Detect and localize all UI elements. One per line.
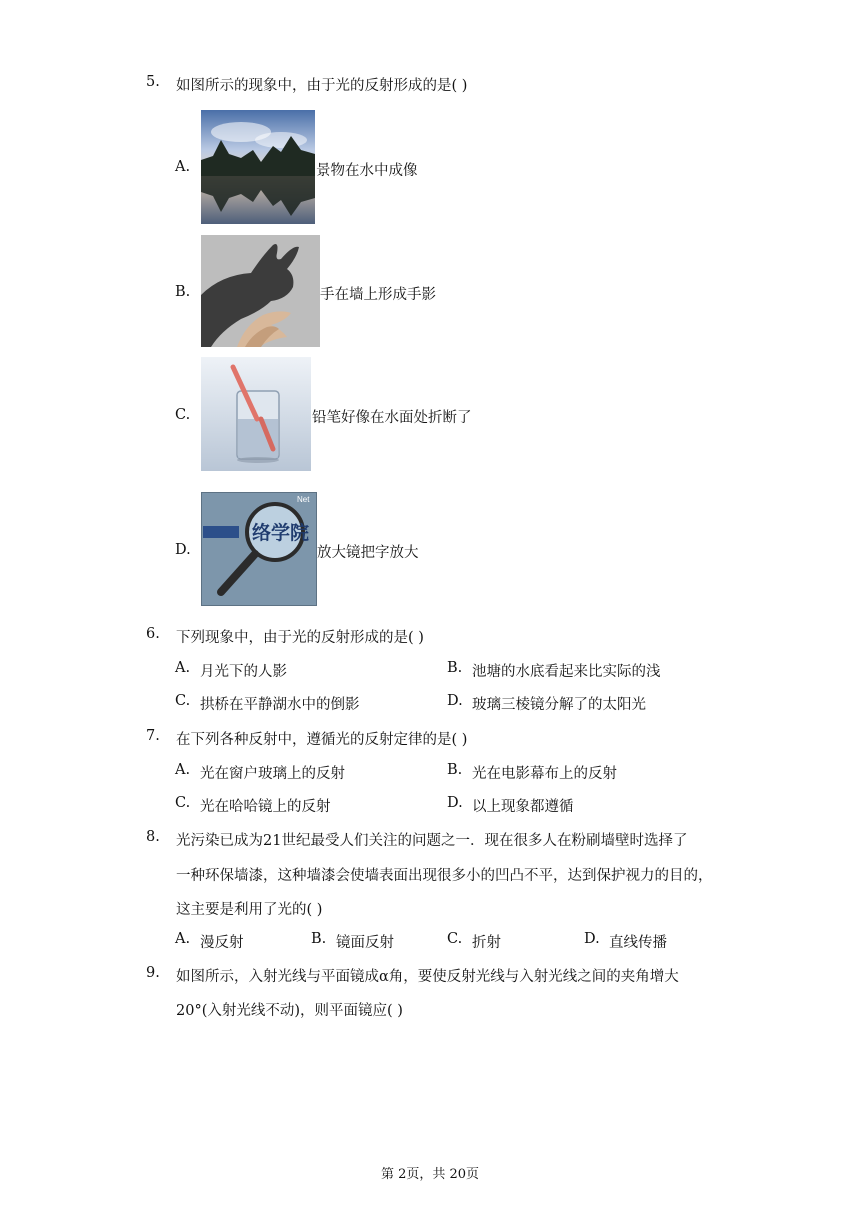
q8-number: 8. xyxy=(146,829,160,845)
q7-option-d-label: D. xyxy=(447,795,463,811)
q8-stem-line-2: 一种环保墙漆，这种墙漆会使墙表面出现很多小的凹凸不平，达到保护视力的目的， xyxy=(176,868,713,884)
q5-stem: 如图所示的现象中，由于光的反射形成的是( ) xyxy=(176,78,468,94)
q5-option-b-text: 手在墙上形成手影 xyxy=(320,287,436,303)
q6-stem: 下列现象中，由于光的反射形成的是( ) xyxy=(176,630,424,646)
q9-number: 9. xyxy=(146,965,160,981)
mountain-reflection-photo xyxy=(201,110,315,224)
q5-number: 5. xyxy=(146,74,160,90)
q6-option-a-label: A. xyxy=(175,660,191,676)
q7-option-a-label: A. xyxy=(175,762,191,778)
q5-option-b-label: B. xyxy=(175,284,191,300)
q5-option-a-label: A. xyxy=(175,159,191,175)
q7-option-b-text: 光在电影幕布上的反射 xyxy=(472,766,617,782)
q7-option-d-text: 以上现象都遵循 xyxy=(472,799,574,815)
q6-number: 6. xyxy=(146,626,160,642)
q7-option-a-text: 光在窗户玻璃上的反射 xyxy=(200,766,345,782)
q6-option-b-label: B. xyxy=(447,660,463,676)
q8-option-a-text: 漫反射 xyxy=(200,935,244,951)
q8-stem-line-1: 光污染已成为21世纪最受人们关注的问题之一．现在很多人在粉刷墙壁时选择了 xyxy=(176,833,688,849)
q7-option-c-text: 光在哈哈镜上的反射 xyxy=(200,799,331,815)
q8-option-a-label: A. xyxy=(175,931,191,947)
q5-option-d-text: 放大镜把字放大 xyxy=(317,545,419,561)
q5-option-a-text: 景物在水中成像 xyxy=(316,163,418,179)
magnifier-logo-text: Net xyxy=(297,495,310,504)
q7-option-b-label: B. xyxy=(447,762,463,778)
q9-stem-line-2: 20°(入射光线不动)，则平面镜应( ) xyxy=(176,1003,403,1019)
magnifier-over-text-photo xyxy=(201,492,317,606)
q6-option-b-text: 池塘的水底看起来比实际的浅 xyxy=(472,664,661,680)
q8-option-c-text: 折射 xyxy=(472,935,501,951)
hand-shadow-rabbit-photo xyxy=(201,235,320,347)
q8-option-b-text: 镜面反射 xyxy=(336,935,394,951)
page-footer: 第 2页，共 20页 xyxy=(380,1167,480,1182)
q5-option-d-label: D. xyxy=(175,542,191,558)
pencil-in-water-glass-photo xyxy=(201,357,311,471)
magnifier-text: 络学院 xyxy=(252,523,310,544)
q6-option-c-label: C. xyxy=(175,693,191,709)
q8-option-b-label: B. xyxy=(311,931,327,947)
q5-option-c-text: 铅笔好像在水面处折断了 xyxy=(312,410,472,426)
q6-option-a-text: 月光下的人影 xyxy=(200,664,287,680)
q5-option-c-label: C. xyxy=(175,407,191,423)
q8-option-d-text: 直线传播 xyxy=(609,935,667,951)
q6-option-d-text: 玻璃三棱镜分解了的太阳光 xyxy=(472,697,646,713)
q7-stem: 在下列各种反射中，遵循光的反射定律的是( ) xyxy=(176,732,468,748)
q8-stem-line-3: 这主要是利用了光的( ) xyxy=(176,902,323,918)
q7-number: 7. xyxy=(146,728,160,744)
q6-option-c-text: 拱桥在平静湖水中的倒影 xyxy=(200,697,360,713)
q7-option-c-label: C. xyxy=(175,795,191,811)
q8-option-c-label: C. xyxy=(447,931,463,947)
q9-stem-line-1: 如图所示，入射光线与平面镜成α角，要使反射光线与入射光线之间的夹角增大 xyxy=(176,969,679,985)
q8-option-d-label: D. xyxy=(584,931,600,947)
q6-option-d-label: D. xyxy=(447,693,463,709)
